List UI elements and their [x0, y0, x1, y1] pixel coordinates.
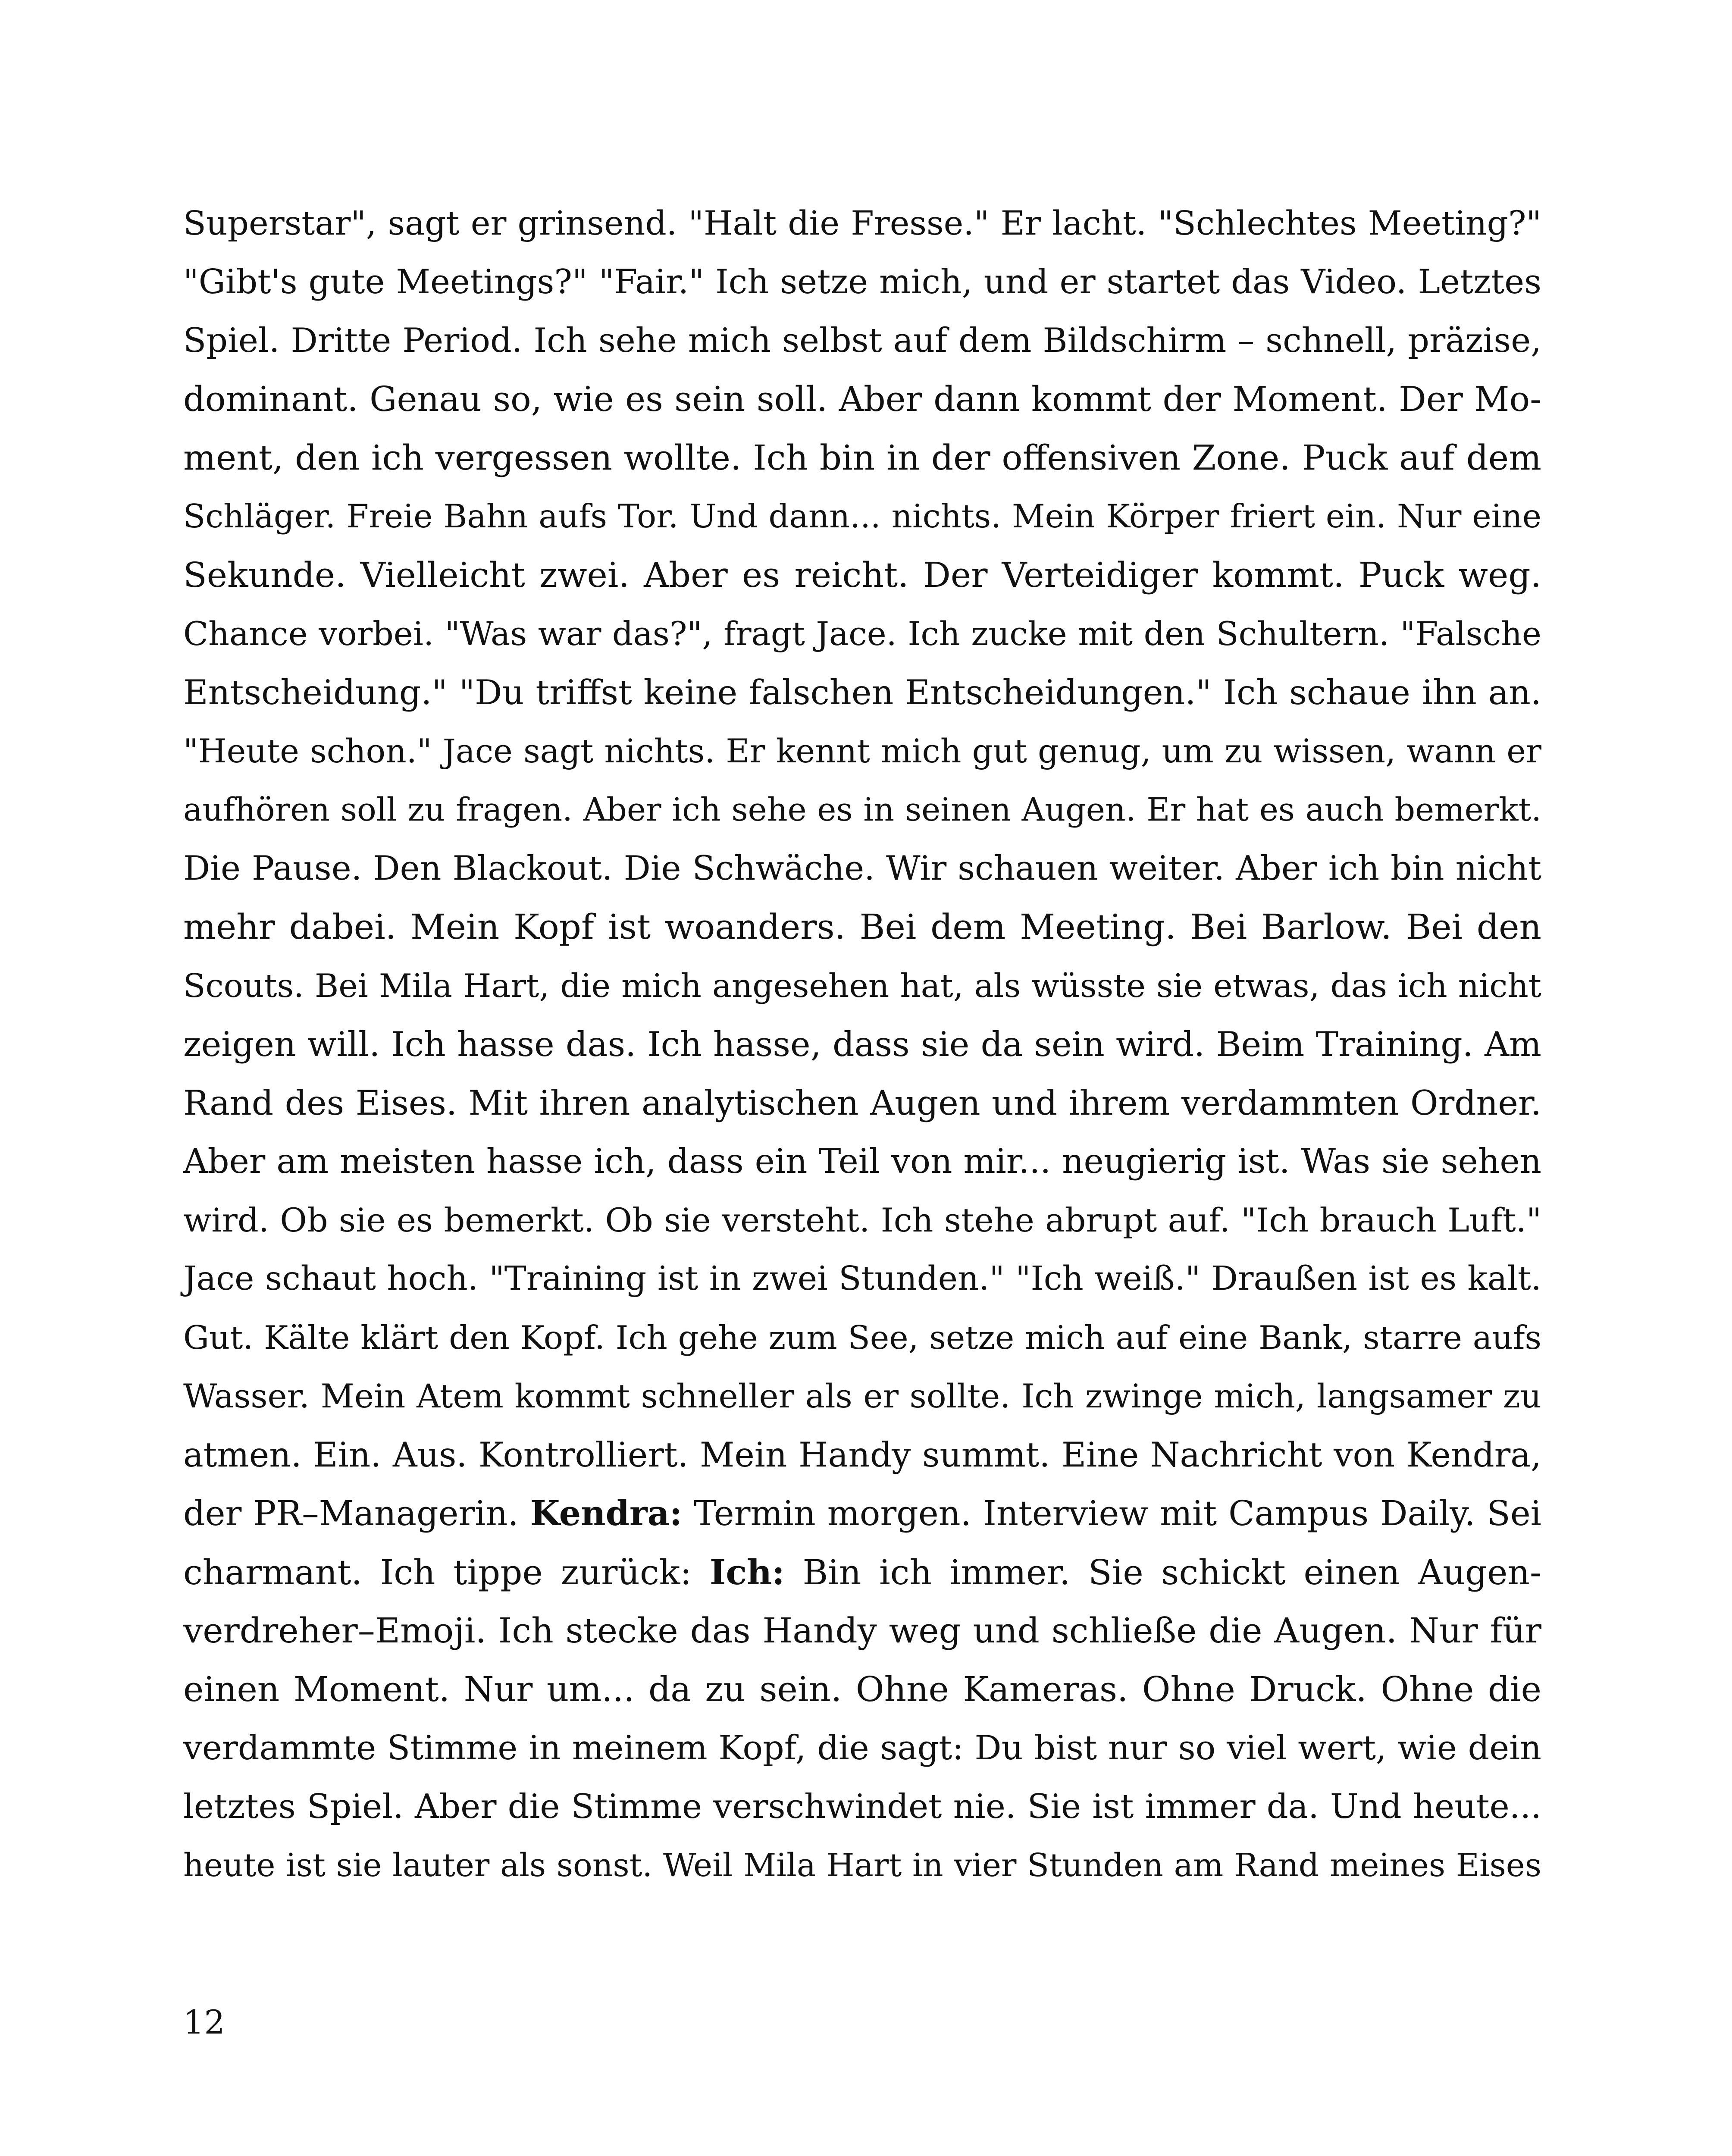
- text-line: [183, 1719, 1541, 1777]
- text-segment: mehr dabei. Mein Kopf ist woanders. Bei dem Meeting. Bei Barlow. Bei den: [183, 907, 1541, 947]
- text-segment: der PR–Managerin.: [183, 1494, 530, 1533]
- text-line: [183, 1308, 1541, 1367]
- text-segment: zeigen will. Ich hasse das. Ich hasse, dass sie da sein wird. Beim Training. Am: [183, 1025, 1541, 1064]
- text-line: [183, 1660, 1541, 1719]
- text-segment: Bin ich immer. Sie schickt einen Augen-: [784, 1552, 1541, 1592]
- text-segment: Wasser. Mein Atem kommt schneller als er sollte. Ich zwinge mich, langsamer zu: [183, 1377, 1541, 1415]
- text-line: [183, 487, 1541, 546]
- text-line: [183, 1367, 1541, 1426]
- text-line: [183, 1543, 1541, 1601]
- text-segment: Chance vorbei. "Was war das?", fragt Jace. Ich zucke mit den Schultern. "Falsche: [183, 615, 1541, 653]
- text-segment: heute ist sie lauter als sonst. Weil Mila Hart in vier Stunden am Rand meines Eises: [183, 1846, 1541, 1884]
- text-segment: einen Moment. Nur um... da zu sein. Ohne Kameras. Ohne Druck. Ohne die: [183, 1669, 1541, 1709]
- text-line: [183, 1484, 1541, 1543]
- text-line: [183, 956, 1541, 1015]
- text-segment: Jace schaut hoch. "Training ist in zwei Stunden." "Ich weiß." Draußen ist es kalt.: [183, 1260, 1541, 1298]
- text-line: [183, 839, 1541, 898]
- text-line: [183, 898, 1541, 956]
- text-segment: verdammte Stimme in meinem Kopf, die sagt: Du bist nur so viel wert, wie dein: [183, 1729, 1541, 1767]
- text-line: [183, 663, 1541, 722]
- text-segment: Aber am meisten hasse ich, dass ein Teil von mir... neugierig ist. Was sie sehen: [183, 1142, 1541, 1181]
- text-segment: Schläger. Freie Bahn aufs Tor. Und dann... nichts. Mein Körper friert ein. Nur eine: [183, 498, 1541, 535]
- text-segment: Die Pause. Den Blackout. Die Schwäche. Wir schauen weiter. Aber ich bin nicht: [183, 849, 1541, 888]
- text-segment: atmen. Ein. Aus. Kontrolliert. Mein Handy summt. Eine Nachricht von Kendra,: [183, 1435, 1541, 1475]
- text-segment: Termin morgen. Interview mit Campus Daily. Sei: [682, 1494, 1541, 1533]
- text-segment: dominant. Genau so, wie es sein soll. Aber dann kommt der Moment. Der Mo-: [183, 379, 1541, 419]
- text-segment: Scouts. Bei Mila Hart, die mich angesehen hat, als wüsste sie etwas, das ich nicht: [183, 967, 1541, 1005]
- text-line: [183, 1074, 1541, 1132]
- text-line: [183, 1777, 1541, 1836]
- text-segment: letztes Spiel. Aber die Stimme verschwindet nie. Sie ist immer da. Und heute...: [183, 1787, 1541, 1826]
- bold-speaker-label: Kendra:: [530, 1493, 683, 1533]
- text-segment: ment, den ich vergessen wollte. Ich bin in der offensiven Zone. Puck auf dem: [183, 438, 1541, 478]
- text-line: [183, 311, 1541, 370]
- text-line: [183, 1191, 1541, 1250]
- text-line: [183, 546, 1541, 605]
- text-line: [183, 1015, 1541, 1074]
- text-line: [183, 1132, 1541, 1191]
- text-line: [183, 1836, 1541, 1895]
- text-segment: aufhören soll zu fragen. Aber ich sehe es in seinen Augen. Er hat es auch bemerkt.: [183, 791, 1541, 828]
- text-segment: wird. Ob sie es bemerkt. Ob sie versteht. Ich stehe abrupt auf. "Ich brauch Luft.": [183, 1201, 1541, 1239]
- text-segment: Superstar", sagt er grinsend. "Halt die Fresse." Er lacht. "Schlechtes Meeting?": [183, 204, 1541, 243]
- body-text: [183, 194, 1541, 1895]
- text-segment: "Gibt's gute Meetings?" "Fair." Ich setze mich, und er startet das Video. Letztes: [183, 263, 1541, 301]
- text-segment: "Heute schon." Jace sagt nichts. Er kennt mich gut genug, um zu wissen, wann er: [183, 732, 1541, 770]
- text-segment: Gut. Kälte klärt den Kopf. Ich gehe zum See, setze mich auf eine Bank, starre aufs: [183, 1319, 1541, 1357]
- text-line: [183, 370, 1541, 429]
- text-line: [183, 253, 1541, 311]
- text-line: [183, 722, 1541, 780]
- text-line: [183, 1426, 1541, 1484]
- text-line: [183, 429, 1541, 487]
- text-segment: Entscheidung." "Du triffst keine falschen Entscheidungen." Ich schaue ihn an.: [183, 673, 1541, 712]
- text-line: [183, 605, 1541, 663]
- text-line: [183, 1250, 1541, 1308]
- page-number: 12: [183, 2003, 225, 2041]
- text-line: [183, 1601, 1541, 1660]
- text-segment: Rand des Eises. Mit ihren analytischen Augen und ihrem verdammten Ordner.: [183, 1083, 1541, 1123]
- text-segment: verdreher–Emoji. Ich stecke das Handy weg und schließe die Augen. Nur für: [183, 1611, 1541, 1651]
- text-line: [183, 780, 1541, 839]
- text-segment: charmant. Ich tippe zurück:: [183, 1552, 710, 1592]
- text-line: [183, 194, 1541, 253]
- text-segment: Spiel. Dritte Period. Ich sehe mich selbst auf dem Bildschirm – schnell, präzise,: [183, 321, 1541, 360]
- bold-speaker-label: Ich:: [709, 1552, 785, 1592]
- text-segment: Sekunde. Vielleicht zwei. Aber es reicht. Der Verteidiger kommt. Puck weg.: [183, 555, 1541, 595]
